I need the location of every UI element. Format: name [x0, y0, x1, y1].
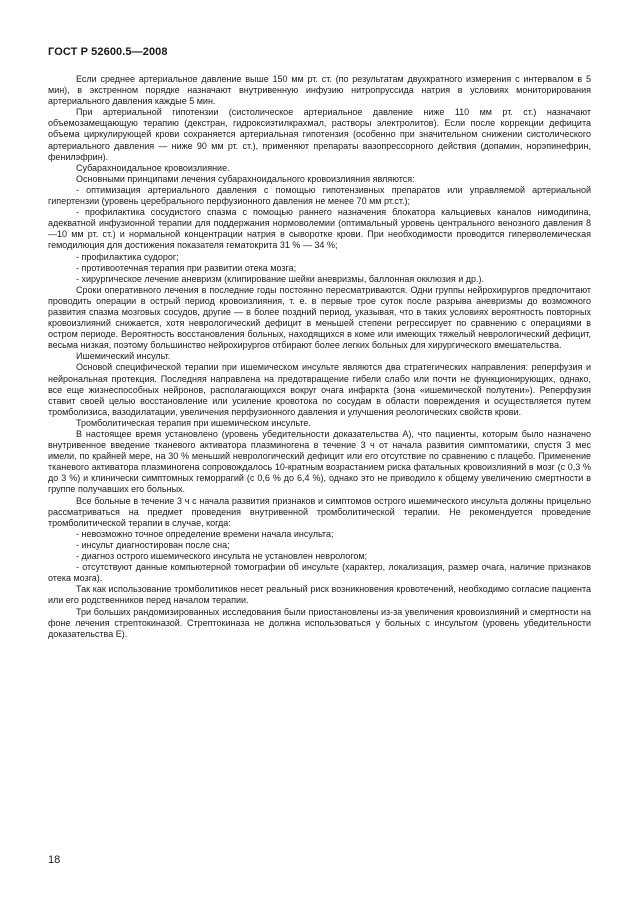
list-item: - инсульт диагностирован после сна; [76, 539, 230, 550]
paragraph: В настоящее время установлено (уровень убедительности доказательства А), что пациенты, которым было назначено внутривенное введение тканевого активатора плазминогена в течение 3 ч от начала развития симптоматики, спустя 3 мес имели, по крайней мере, на 30 % меньший неврологический дефицит или его отсутствие по сравнению с плацебо. Применение тканевого активатора плазминогена сопровождалось 10-кратным возрастанием риска фатальных кровоизлияний в мозг (с 0,3 % до 3 %) и клинически симптомных геморрагий (с 0,6 % до 6,4 %), однако это не приводило к общему увеличению смертности в группе получавших его больных. [48, 429, 591, 495]
document-body [48, 74, 591, 640]
section-heading: Тромболитическая терапия при ишемическом инсульте. [76, 417, 311, 428]
paragraph: Если среднее артериальное давление выше 150 мм рт. ст. (по результатам двухкратного измерения с интервалом в 5 мин), в экстренном порядке назначают внутривенную инфузию нитропруссида натрия в условиях мониторирования артериального давления каждые 5 мин. [48, 74, 591, 107]
list-item: - отсутствуют данные компьютерной томографии об инсульте (характер, локализация, размер очага, наличие признаков отека мозга). [48, 562, 591, 584]
page-number: 18 [48, 854, 61, 866]
document-header: ГОСТ Р 52600.5—2008 [48, 46, 168, 58]
list-item: - диагноз острого ишемического инсульта не установлен неврологом; [76, 551, 368, 562]
paragraph: Три больших рандомизированных исследования были приостановлены из-за увеличения кровоизлияний и смертности на фоне лечения стрептокиназой. Стрептокиназа не должна использоваться у больных с инсультом (уровень убедительности доказательства Е). [48, 606, 591, 639]
list-item: - невозможно точное определение времени начала инсульта; [76, 528, 334, 539]
list-item: - противоотечная терапия при развитии отека мозга; [76, 262, 297, 273]
paragraph: Основными принципами лечения субарахноидального кровоизлияния являются: [76, 173, 415, 184]
list-item: - оптимизация артериального давления с помощью гипотензивных препаратов или управляемой артериальной гипертензии (уровень церебрального перфузионного давления не менее 70 мм рт.ст.); [48, 184, 591, 207]
paragraph: Сроки оперативного лечения в последние годы постоянно пересматриваются. Одни группы нейрохирургов предпочитают проводить операции в острый период кровоизлияния, т. е. в первые трое суток после разрыва аневризмы до возможного развития спазма мозговых сосудов, другие — в более поздний период, указывая, что в таких условиях вероятность повторных кровоизлияний снижается, хотя неврологический дефицит в меньшей степени регрессирует по сравнению с операциями в остром периоде. Вероятность восстановления больных, находящихся в коме или имеющих тяжелый неврологический дефицит, весьма низкая, поэтому большинство нейрохирургов отбирают более легких больных для хирургического вмешательства. [48, 284, 591, 351]
paragraph: Так как использование тромболитиков несет реальный риск возникновения кровотечений, необходимо согласие пациента или его родственников перед началом терапии. [48, 584, 591, 606]
section-heading: Субарахноидальное кровоизлияние. [76, 162, 230, 173]
paragraph: При артериальной гипотензии (систолическое артериальное давление ниже 110 мм рт. ст.) назначают объемозамещающую терапию (декстран, гидроксиэтилкрахмал, растворы электролитов). Если после коррекции дефицита объема циркулирующей крови сохраняется артериальная гипотензия (особенно при значительном снижении систолического артериального давления — ниже 90 мм рт. ст.), применяют препараты вазопрессорного действия (допамин, норэпинефрин, фенилэфрин). [48, 107, 591, 162]
section-heading: Ишемический инсульт. [76, 351, 171, 362]
paragraph: Основой специфической терапии при ишемическом инсульте являются два стратегических направления: реперфузия и нейрональная протекция. Последняя направлена на предотвращение гибели слабо или почти не функционирующих, однако, все еще жизнеспособных нейронов, располагающихся вокруг очага инфаркта (зона «ишемической полутени»). Реперфузия ставит своей целью восстановление или усиление кровотока по сосудам в области повреждения и осуществляется путем тромболизиса, вазодилатации, увеличения перфузионного давления и улучшения реологических свойств крови. [48, 362, 591, 417]
list-item: - хирургическое лечение аневризм (клипирование шейки аневризмы, баллонная окклюзия и др.). [76, 273, 485, 284]
list-item: - профилактика сосудистого спазма с помощью раннего назначения блокатора кальциевых каналов нимодипина, адекватной инфузионной терапии для поддержания нормоволемии (оптимальный уровень центрального венозного давления 8—10 мм рт. ст.) и нормальной концентрации натрия в сыворотке крови. При необходимости проводится гиперволемическая гемодилюция для достижения показателя гематокрита 31 % — 34 %; [48, 207, 591, 251]
paragraph: Все больные в течение 3 ч с начала развития признаков и симптомов острого ишемического инсульта должны прицельно рассматриваться на предмет проведения внутривенной тромболитической терапии. Не рекомендуется проведение тромболитической терапии в случае, когда: [48, 495, 591, 528]
list-item: - профилактика судорог; [76, 251, 179, 262]
